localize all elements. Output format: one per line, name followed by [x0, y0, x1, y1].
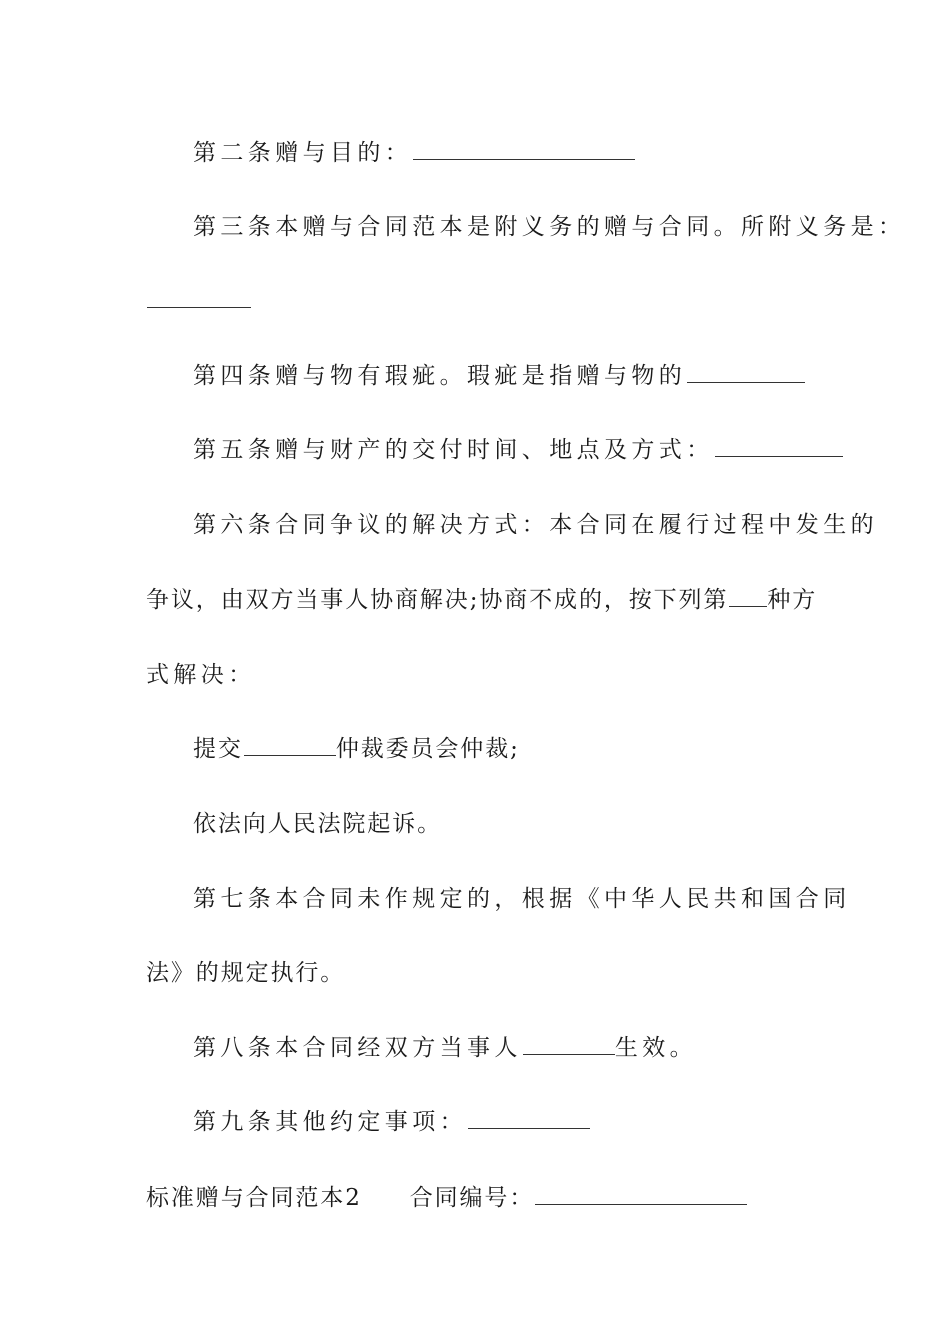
- article-4: [193, 361, 830, 391]
- fill-blank-purpose: [413, 141, 635, 160]
- article-4-text: 第四条赠与物有瑕疵。瑕疵是指赠与物的: [193, 363, 687, 389]
- article-7-text-2: 法》的规定执行。: [146, 960, 346, 986]
- article-6-line-2: [146, 585, 830, 615]
- article-8-text-b: 生效。: [614, 1035, 698, 1061]
- article-6-text-2b: 种方: [767, 587, 818, 613]
- article-7-line-1: [193, 884, 851, 914]
- fill-blank-obligation: [147, 289, 251, 308]
- option-arbitration-text-b: 仲裁委员会仲裁;: [335, 736, 520, 762]
- footer-contract-no-label: 合同编号：: [409, 1185, 535, 1211]
- article-7-line-2: [146, 958, 830, 988]
- fill-blank-delivery: [715, 438, 843, 457]
- article-2: [193, 138, 830, 168]
- article-6-text-2a: 争议，由双方当事人协商解决;协商不成的，按下列第: [146, 587, 729, 613]
- article-3: [193, 212, 906, 242]
- article-3-blank-line: [146, 286, 830, 316]
- footer-line: [146, 1183, 830, 1213]
- fill-blank-defect: [687, 364, 805, 383]
- fill-blank-other-terms: [468, 1110, 590, 1129]
- article-3-text: 第三条本赠与合同范本是附义务的赠与合同。所附义务是：: [193, 214, 906, 240]
- article-2-text: 第二条赠与目的：: [193, 140, 413, 166]
- article-6-line-3: [146, 660, 830, 690]
- article-9-text: 第九条其他约定事项：: [193, 1109, 467, 1135]
- option-arbitration-text-a: 提交: [193, 736, 243, 762]
- fill-blank-contract-number: [535, 1186, 747, 1205]
- article-8: [193, 1033, 830, 1063]
- article-5-text: 第五条赠与财产的交付时间、地点及方式：: [193, 437, 714, 463]
- footer-title: 标准赠与合同范本2: [146, 1185, 362, 1211]
- option-litigation-text: 依法向人民法院起诉。: [193, 811, 442, 837]
- article-6-text-3: 式解决：: [146, 662, 256, 688]
- option-litigation: [193, 809, 830, 839]
- fill-blank-option-number: [729, 588, 767, 607]
- fill-blank-arbitration-committee: [244, 737, 336, 756]
- article-6-text-1: 第六条合同争议的解决方式：本合同在履行过程中发生的: [193, 512, 878, 538]
- article-9: [193, 1107, 830, 1137]
- article-5: [193, 435, 830, 465]
- fill-blank-effective-condition: [523, 1036, 615, 1055]
- article-7-text-1: 第七条本合同未作规定的，根据《中华人民共和国合同: [193, 886, 851, 912]
- option-arbitration: [193, 734, 830, 764]
- article-8-text-a: 第八条本合同经双方当事人: [193, 1035, 522, 1061]
- article-6-line-1: [193, 510, 878, 540]
